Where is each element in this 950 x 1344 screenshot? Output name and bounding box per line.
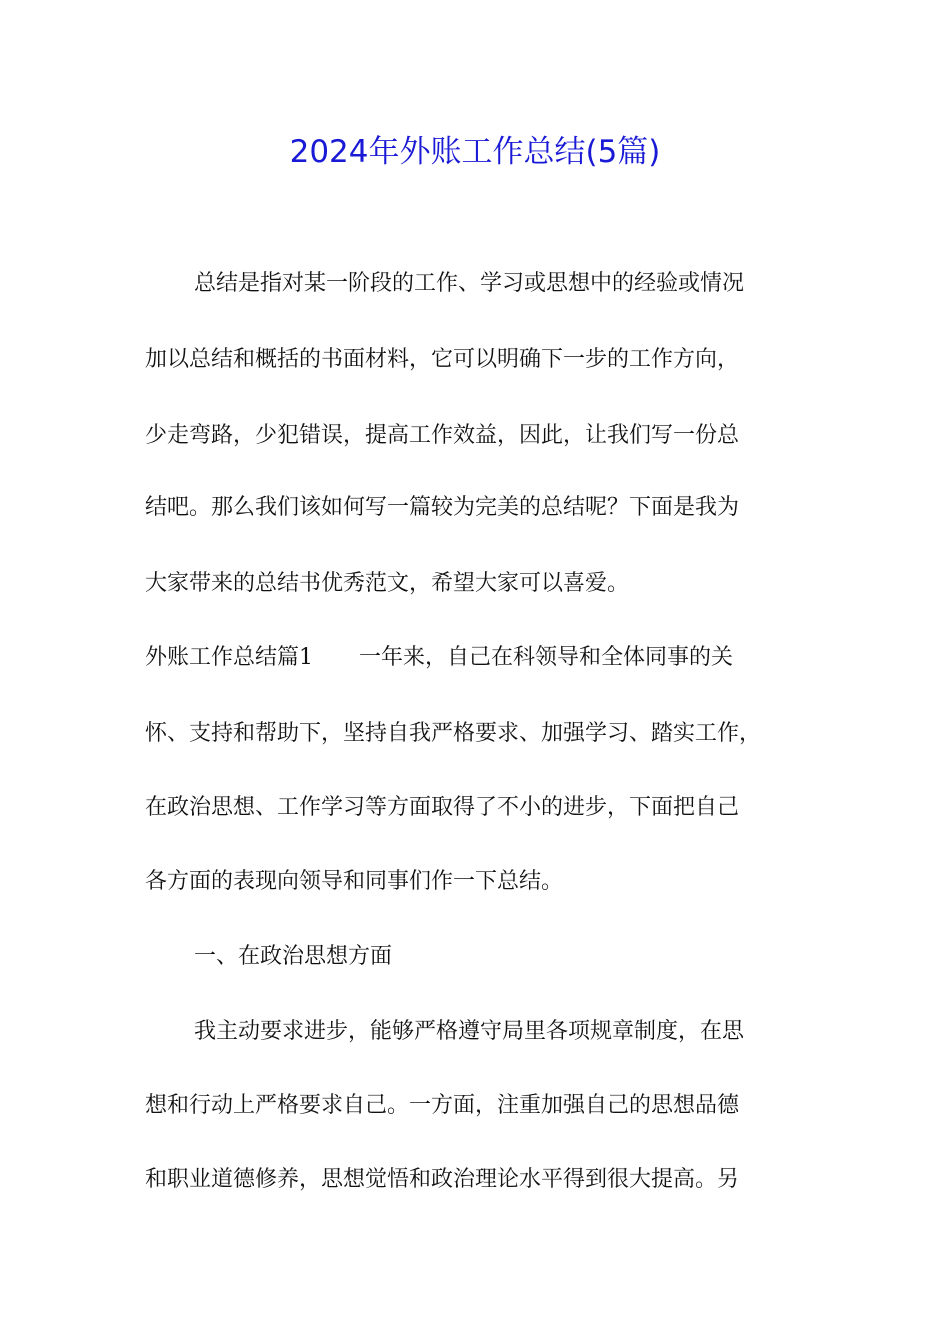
intro-line-1: 总结是指对某一阶段的工作、学习或思想中的经验或情况: [194, 271, 745, 296]
section-first-line: [145, 642, 733, 674]
intro-line-5: 大家带来的总结书优秀范文，希望大家可以喜爱。: [145, 571, 630, 596]
body-line-3: 和职业道德修养，思想觉悟和政治理论水平得到很大提高。另: [145, 1167, 740, 1192]
body-line-2: 想和行动上严格要求自己。一方面，注重加强自己的思想品德: [145, 1093, 740, 1118]
section-line-1: 一年来，自己在科领导和全体同事的关: [359, 645, 734, 670]
body-line-1: 我主动要求进步，能够严格遵守局里各项规章制度，在思: [194, 1019, 745, 1044]
section-title: 外账工作总结篇1: [145, 645, 313, 670]
section-line-2: 怀、支持和帮助下，坚持自我严格要求、加强学习、踏实工作，: [145, 721, 762, 746]
intro-line-2: 加以总结和概括的书面材料，它可以明确下一步的工作方向，: [145, 347, 740, 372]
section-line-3: 在政治思想、工作学习等方面取得了不小的进步，下面把自己: [145, 795, 740, 820]
intro-line-3: 少走弯路，少犯错误，提高工作效益，因此，让我们写一份总: [145, 423, 740, 448]
intro-line-4: 结吧。那么我们该如何写一篇较为完美的总结呢？下面是我为: [145, 495, 740, 520]
document-title: 2024年外账工作总结(5篇): [289, 134, 661, 170]
heading-political: 一、在政治思想方面: [194, 944, 393, 969]
section-line-4: 各方面的表现向领导和同事们作一下总结。: [145, 869, 564, 894]
